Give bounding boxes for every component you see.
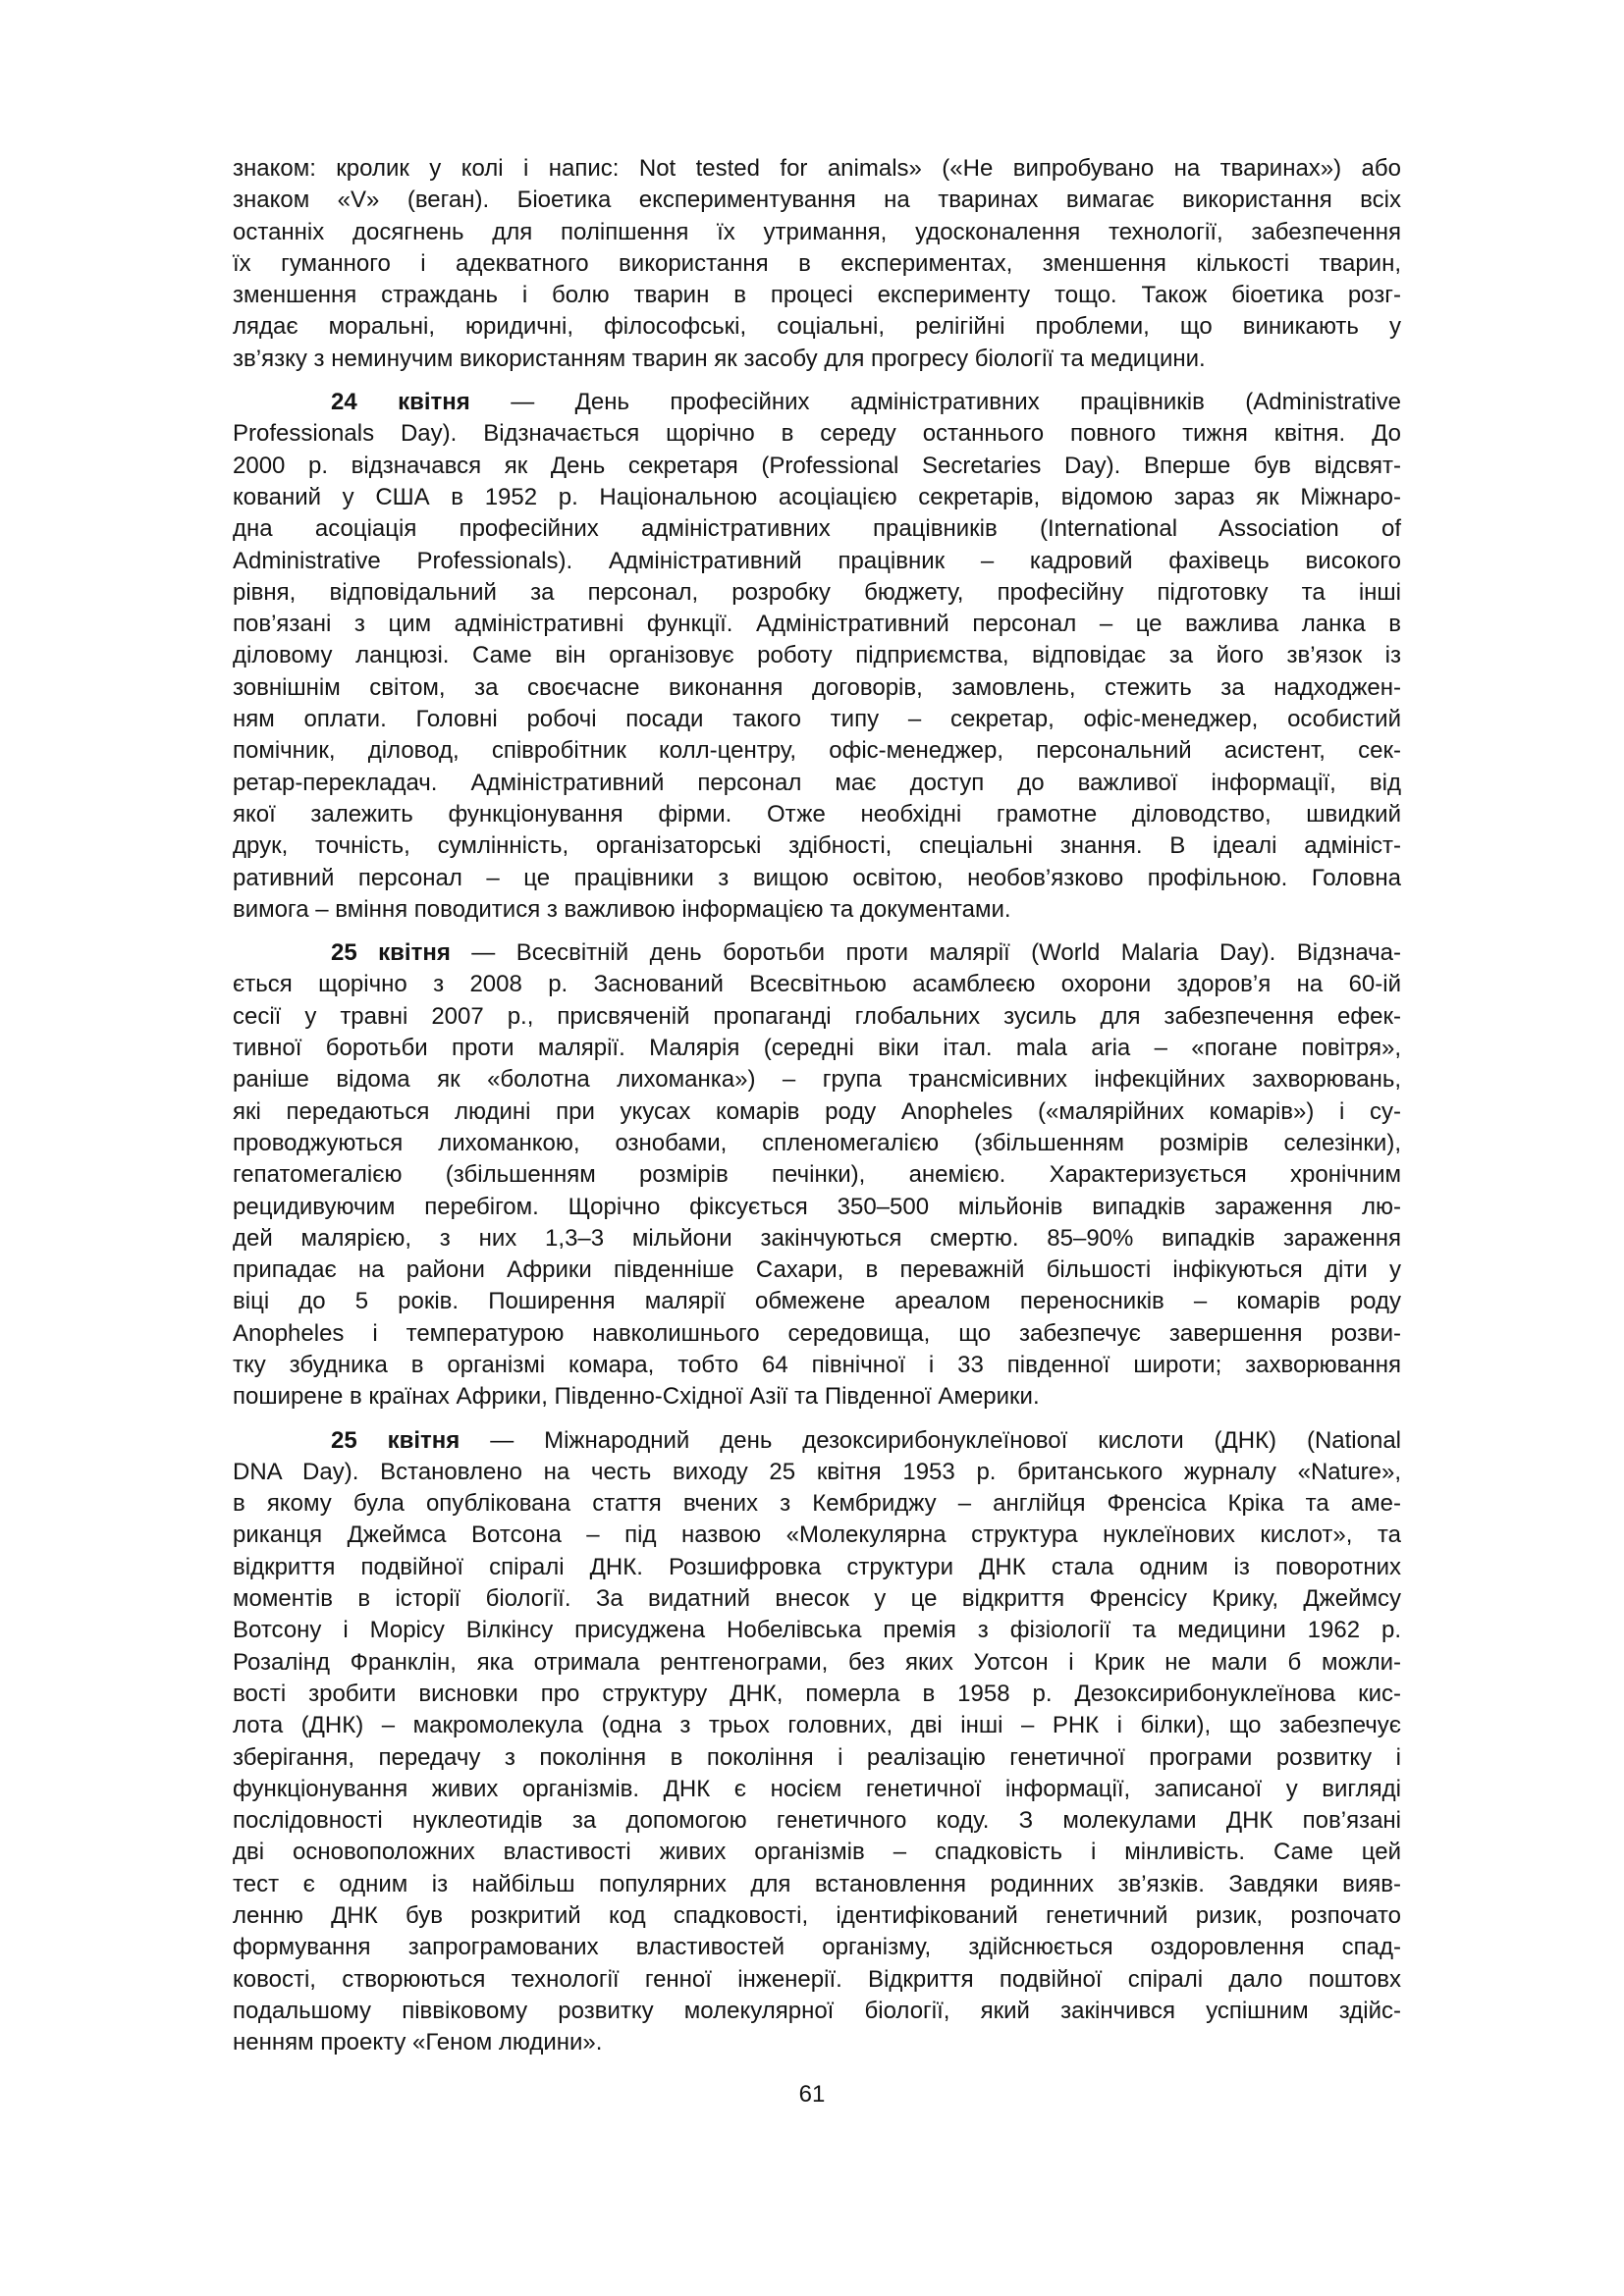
text-line: які передаються людині при укусах комарів роду Anopheles («малярійних комарів») і су- (233, 1097, 1401, 1125)
text-line: їх гуманного і адекватного використання в експериментах, зменшення кількості тварин, (233, 249, 1401, 277)
text-line: тивної боротьби проти малярії. Малярія (середні віки італ. mala aria – «погане повітря», (233, 1035, 1401, 1062)
text-line: лядає моральні, юридичні, філософські, соціальні, релігійні проблеми, що виникають у (233, 313, 1401, 341)
text-line: ленню ДНК був розкритий код спадковості, ідентифікований генетичний ризик, розпочато (233, 1902, 1401, 1930)
text-line: Розалінд Франклін, яка отримала рентгенограми, без яких Уотсон і Крик не мали б можли- (233, 1648, 1401, 1676)
text-line: знаком «V» (веган). Біоетика експериментування на тваринах вимагає використання всіх (233, 187, 1401, 214)
text-line (233, 1425, 1401, 1457)
text-line: в якому була опублікована стаття вчених з Кембриджу – англійця Френсіса Кріка та аме- (233, 1490, 1401, 1518)
text-line: ється щорічно з 2008 р. Заснований Всесвітньою асамблеєю охорони здоров’я на 60-ій (233, 971, 1401, 998)
date-entry-paragraph (233, 387, 1401, 926)
text-line: зовнішнім світом, за своєчасне виконання договорів, замовлень, стежить за надходжен- (233, 673, 1401, 701)
entry-title-text: — Всесвітній день боротьби проти малярії (World Malaria Day). Відзнача- (450, 939, 1401, 967)
text-line: дей малярією, з них 1,3–3 мільйони закінчуються смертю. 85–90% випадків зараження (233, 1224, 1401, 1252)
text-line: ковості, створюються технології генної інженерії. Відкриття подвійної спіралі дало поштовх (233, 1965, 1401, 1993)
entry-date: 24 квітня (331, 389, 470, 416)
text-line: ням оплати. Головні робочі посади такого типу – секретар, офіс-менеджер, особистий (233, 706, 1401, 733)
text-line: відкриття подвійної спіралі ДНК. Розшифровка структури ДНК стала одним із поворотних (233, 1553, 1401, 1580)
text-line: риканця Джеймса Вотсона – під назвою «Молекулярна структура нуклеїнових кислот», та (233, 1522, 1401, 1549)
text-line: функціонування живих організмів. ДНК є носієм генетичної інформації, записаної у вигляді (233, 1775, 1401, 1802)
entry-date: 25 квітня (331, 939, 451, 967)
text-line: тест є одним із найбільш популярних для встановлення родинних зв’язків. Завдяки вияв- (233, 1870, 1401, 1897)
text-line: рівня, відповідальний за персонал, розробку бюджету, професійну підготовку та інші (233, 578, 1401, 606)
text-line: рецидивуючим перебігом. Щорічно фіксується 350–500 мільйонів випадків зараження лю- (233, 1193, 1401, 1220)
text-line: знаком: кролик у колі і напис: Not tested for animals» («Не випробувано на тваринах») або (233, 155, 1401, 182)
text-line: 2000 р. відзначався як День секретаря (Professional Secretaries Day). Вперше був відсвят- (233, 452, 1401, 479)
text-line: дна асоціація професійних адміністративних працівників (International Association of (233, 515, 1401, 543)
text-line: дві основоположних властивості живих організмів – спадковість і мінливість. Саме цей (233, 1839, 1401, 1866)
text-line: зберігання, передачу з покоління в покоління і реалізацію генетичної програми розвитку і (233, 1743, 1401, 1771)
date-entry-paragraph (233, 1425, 1401, 2059)
text-line: помічник, діловод, співробітник колл-центру, офіс-менеджер, персональний асистент, сек- (233, 737, 1401, 765)
text-line: проводжуються лихоманкою, ознобами, спленомегалією (збільшенням розмірів селезінки), (233, 1129, 1401, 1156)
text-line: сесії у травні 2007 р., присвяченій пропаганді глобальних зусиль для забезпечення ефек- (233, 1002, 1401, 1030)
text-line: пов’язані з цим адміністративні функції. Адміністративний персонал – це важлива ланка в (233, 611, 1401, 638)
text-line: гепатомегалією (збільшенням розмірів печінки), анемією. Характеризується хронічним (233, 1161, 1401, 1189)
text-line: вимога – вміння поводитися з важливою інформацією та документами. (233, 895, 1011, 923)
text-line: припадає на райони Африки південніше Сахари, в переважній більшості інфікуються діти у (233, 1256, 1401, 1284)
date-entry-paragraph (233, 937, 1401, 1413)
text-line: послідовності нуклеотидів за допомогою генетичного коду. З молекулами ДНК пов’язані (233, 1807, 1401, 1835)
document-body (233, 153, 1401, 2059)
text-line: ненням проекту «Геном людини». (233, 2029, 603, 2056)
text-line: ретар-перекладач. Адміністративний персонал має доступ до важливої інформації, від (233, 769, 1401, 796)
text-line: якої залежить функціонування фірми. Отже необхідні грамотне діловодство, швидкий (233, 800, 1401, 828)
entry-title-text: — День професійних адміністративних працівників (Administrative (469, 389, 1401, 416)
text-line: DNA Day). Встановлено на честь виходу 25 квітня 1953 р. британського журналу «Nature», (233, 1458, 1401, 1485)
text-line: лота (ДНК) – макромолекула (одна з трьох головних, дві інші – РНК і білки), що забезпечує (233, 1712, 1401, 1739)
text-line: друк, точність, сумлінність, організаторські здібності, спеціальні знання. В ідеалі адмініст- (233, 832, 1401, 860)
text-line: ративний персонал – це працівники з вищою освітою, необов’язково профільною. Головна (233, 864, 1401, 891)
text-line: Вотсону і Морісу Вілкінсу присуджена Нобелівська премія з фізіології та медицини 1962 р. (233, 1617, 1401, 1644)
text-line: Professionals Day). Відзначається щорічно в середу останнього повного тижня квітня. До (233, 420, 1401, 448)
text-line (233, 387, 1401, 418)
text-line: зменшення страждань і болю тварин в процесі експерименту тощо. Також біоетика розг- (233, 282, 1401, 309)
page-number: 61 (798, 2081, 826, 2108)
text-line: вості зробити висновки про структуру ДНК, померла в 1958 р. Дезоксирибонуклеїнова кис- (233, 1680, 1401, 1707)
entry-title-text: — Міжнародний день дезоксирибонуклеїнової кислоти (ДНК) (National (460, 1426, 1401, 1454)
text-line: тку збудника в організмі комара, тобто 64 північної і 33 південної широти; захворювання (233, 1351, 1401, 1378)
text-line: віці до 5 років. Поширення малярії обмежене ареалом переносників – комарів роду (233, 1288, 1401, 1315)
text-line: зв’язку з неминучим використанням тварин як засобу для прогресу біології та медицини. (233, 345, 1206, 372)
text-line: моментів в історії біології. За видатний внесок у це відкриття Френсісу Крику, Джеймсу (233, 1585, 1401, 1613)
text-line (233, 937, 1401, 969)
text-line: останніх досягнень для поліпшення їх утримання, удосконалення технології, забезпечення (233, 218, 1401, 245)
text-line: Administrative Professionals). Адміністративний працівник – кадровий фахівець високого (233, 547, 1401, 574)
entry-date: 25 квітня (331, 1426, 460, 1454)
text-line: діловому ланцюзі. Саме він організовує роботу підприємства, відповідає за його зв’язок із (233, 642, 1401, 669)
text-line: кований у США в 1952 р. Національною асоціацією секретарів, відомою зараз як Міжнаро- (233, 483, 1401, 510)
text-line: Anopheles і температурою навколишнього середовища, що забезпечує завершення розви- (233, 1319, 1401, 1347)
paragraph (233, 153, 1401, 375)
text-line: формування запрограмованих властивостей організму, здійснюється оздоровлення спад- (233, 1934, 1401, 1961)
text-line: подальшому піввіковому розвитку молекулярної біології, який закінчився успішним здійс- (233, 1997, 1401, 2024)
text-line: поширене в країнах Африки, Південно-Східної Азії та Південної Америки. (233, 1383, 1040, 1411)
text-line: раніше відома як «болотна лихоманка») – група трансмісивних інфекційних захворювань, (233, 1066, 1401, 1094)
